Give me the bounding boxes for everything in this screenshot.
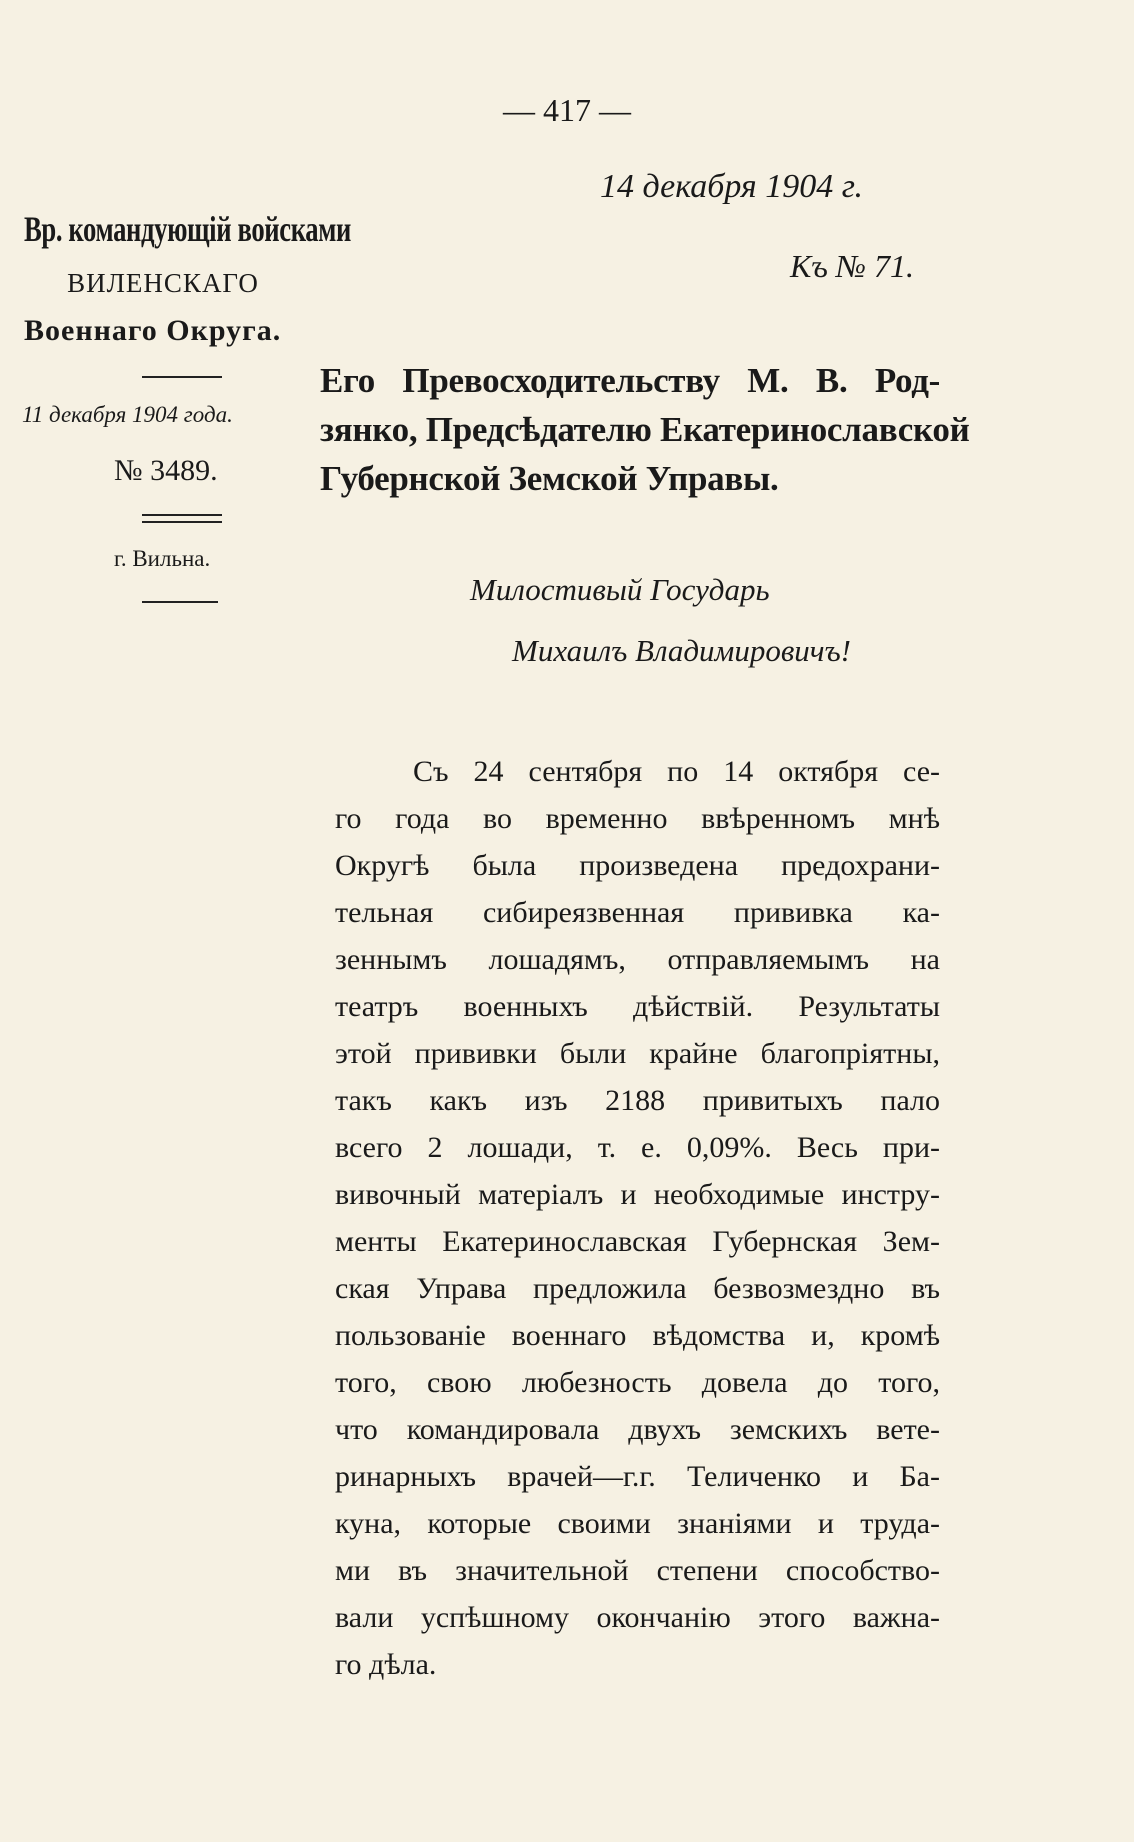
divider — [142, 601, 218, 603]
page-number: — 417 — — [503, 92, 631, 128]
addressee-line: Его Превосходительству М. В. Род- — [320, 361, 940, 400]
body-line: тельная сибиреязвенная прививка ка- — [335, 896, 940, 929]
body-line: Съ 24 сентября по 14 октября се- — [413, 755, 940, 788]
reference-number: Къ № 71. — [790, 248, 915, 284]
divider — [142, 376, 222, 378]
sender-district: Военнаго Округа. — [24, 314, 282, 347]
body-line: театръ военныхъ дѣйствій. Результаты — [335, 990, 940, 1023]
body-line: вивочный матеріалъ и необходимые инстру- — [335, 1178, 940, 1211]
body-line: ринарныхъ врачей—г.г. Теличенко и Ба- — [335, 1460, 940, 1493]
body-line: того, свою любезность довела до того, — [335, 1366, 940, 1399]
salutation-line-1: Милостивый Государь — [470, 572, 770, 607]
body-line: го года во временно ввѣренномъ мнѣ — [335, 802, 940, 835]
body-line: куна, которые своими знаніями и труда- — [335, 1507, 940, 1540]
body-line: ми въ значительной степени способство- — [335, 1554, 940, 1587]
sender-number: № 3489. — [114, 454, 218, 487]
salutation-line-2: Михаилъ Владимировичъ! — [512, 633, 851, 668]
divider — [142, 514, 222, 516]
addressee-line: зянко, Предсѣдателю Екатеринославской — [320, 410, 970, 449]
body-line: всего 2 лошади, т. е. 0,09%. Весь при- — [335, 1131, 940, 1164]
sender-city: г. Вильна. — [114, 546, 211, 571]
sender-title: Вр. командующій войсками — [24, 209, 351, 249]
addressee-line: Губернской Земской Управы. — [320, 459, 779, 498]
body-line: этой прививки были крайне благопріятны, — [335, 1037, 940, 1070]
letter-date: 14 декабря 1904 г. — [600, 168, 864, 205]
body-line: го дѣла. — [335, 1648, 437, 1681]
body-line: вали успѣшному окончанію этого важна- — [335, 1601, 940, 1634]
body-line: ская Управа предложила безвозмездно въ — [335, 1272, 940, 1305]
divider — [142, 521, 222, 523]
sender-district-name: ВИЛЕНСКАГО — [67, 268, 259, 298]
body-line: менты Екатеринославская Губернская Зем- — [335, 1225, 940, 1258]
sender-date: 11 декабря 1904 года. — [22, 402, 233, 427]
body-line: зеннымъ лошадямъ, отправляемымъ на — [335, 943, 940, 976]
letter-body — [335, 748, 940, 1688]
body-line: что командировала двухъ земскихъ вете- — [335, 1413, 940, 1446]
body-line: пользованіе военнаго вѣдомства и, кромѣ — [335, 1319, 940, 1352]
addressee-block — [320, 356, 970, 503]
body-line: Округѣ была произведена предохрани- — [335, 849, 940, 882]
body-line: такъ какъ изъ 2188 привитыхъ пало — [335, 1084, 940, 1117]
